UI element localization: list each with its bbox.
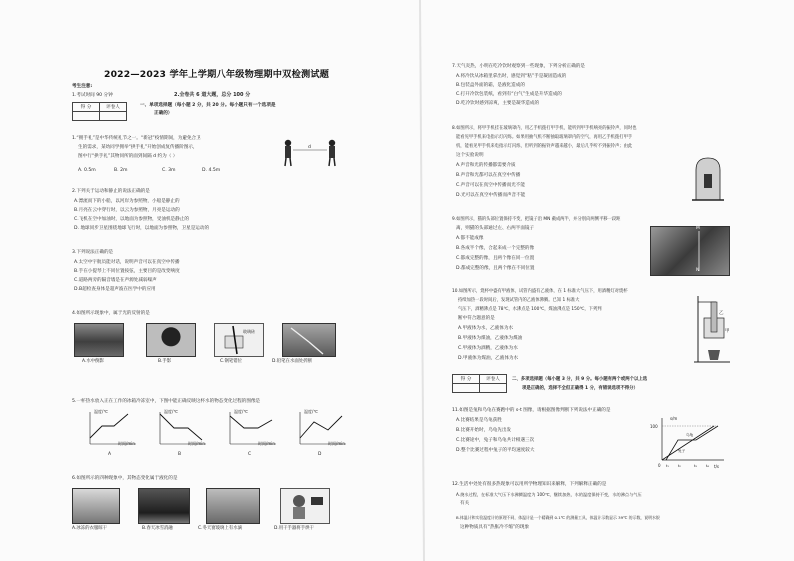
exam-title: 2022—2023 学年上学期八年级物理期中双检测试题 xyxy=(104,69,330,80)
q6-image-b xyxy=(138,488,190,524)
q5-label-b[interactable]: B xyxy=(178,452,182,457)
q6-image-a xyxy=(72,488,120,524)
q6-caption-d[interactable]: D.用干手器将手烘干 xyxy=(274,526,314,531)
q5-label-c[interactable]: C xyxy=(248,452,252,457)
grader-blank[interactable] xyxy=(100,112,127,121)
right-column xyxy=(452,0,778,561)
q10-option-b[interactable]: B.甲液体为煤油，乙液体为煤油 xyxy=(458,336,523,341)
q8-line: 这个实验说明 xyxy=(456,153,484,158)
series-rabbit-label: 兔子 xyxy=(678,449,686,453)
q5-axis-x-d: 时间/min xyxy=(328,441,345,446)
q5-label-a[interactable]: A xyxy=(108,452,112,457)
q5-label-d[interactable]: D xyxy=(318,452,322,457)
label-yi: 乙 xyxy=(719,311,724,316)
q9-option-a[interactable]: A.都不能成像 xyxy=(456,236,484,241)
q1-option-d[interactable]: D. 4.5m xyxy=(202,168,221,173)
q4-caption-a[interactable]: A.水中倒影 xyxy=(82,359,104,364)
q3-option-d[interactable]: D.B超检查身体是超声波在医学中的应用 xyxy=(74,287,156,292)
q2-option-c[interactable]: C.飞机在空中加油时，以地面为参照物，受油机是静止的 xyxy=(74,217,189,222)
x-axis-label: t/s xyxy=(714,464,719,469)
q8-option-d[interactable]: D.光可以在真空中传播而声音不能 xyxy=(456,193,526,198)
q6-caption-c[interactable]: C.冬天窗玻璃上有水滴 xyxy=(198,526,242,531)
score-cell: 得 分 xyxy=(453,375,480,384)
q8-line: 8.如图所示，将甲手机挂在玻璃罩内，用乙手机拨打甲手机，能听到甲手机响亮的振铃声，同时也 xyxy=(452,126,637,131)
q3-line: 3.下列说法正确的是 xyxy=(72,250,114,255)
rabbit-line xyxy=(666,426,718,460)
q10-apparatus-figure xyxy=(692,292,732,366)
section2-heading: 二、多项选择题（每小题 3 分，共 9 分。每小题有两个或两个以上选 xyxy=(512,377,648,382)
q1-option-b[interactable]: B. 2m xyxy=(114,168,128,173)
q5-graphs xyxy=(80,408,350,456)
q4-image-d xyxy=(282,323,336,357)
section1-heading-cont: 正确的） xyxy=(154,111,173,116)
q2-option-a[interactable]: A.漂流而下的小船，以河岸为参照物，小船是静止的 xyxy=(74,199,180,204)
q12-line: 12.生活中处处有很多热现象可以用所学物理知识来解释，下列解释正确的是 xyxy=(452,482,607,487)
tick-0: 0 xyxy=(658,463,661,468)
score-cell: 得 分 xyxy=(73,103,100,112)
q10-line: 10.如图所示，烧杯中盛有甲液体，试管内盛有乙液体，在 1 标准大气压下，用酒精灯对烧杯 xyxy=(452,289,628,294)
grader-cell: 评卷人 xyxy=(480,375,507,384)
q10-option-d[interactable]: D.甲液体为煤油，乙液体为水 xyxy=(458,356,519,361)
q10-line: 气压下，酒精沸点是 78℃，水沸点是 100℃，煤油沸点是 150℃，下列判 xyxy=(458,307,602,312)
q5-graph-d xyxy=(300,412,346,444)
q4-image-b xyxy=(146,323,196,357)
q8-line: 机，能看见甲手机来电指示灯闪烁，但听到的振铃声越来越小，最后几乎听不到振铃声；由此 xyxy=(456,144,633,149)
q5-graph-b xyxy=(160,412,206,444)
q12-option-a[interactable]: A.烧水过程，在标准大气压下水沸腾温度为 100℃，继续加热，水的温度保持不变，水的沸点与气压 xyxy=(456,492,642,497)
tick-t2: t₂ xyxy=(678,464,681,468)
tick-t4: t₄ xyxy=(706,464,709,468)
q10-line: 断中符合题意的是 xyxy=(458,316,495,321)
q11-line: 11.如图是兔和乌龟在赛跑中的 s-t 图像，请根据图像判断下列说法中正确的是 xyxy=(452,408,611,413)
q5-graph-a xyxy=(90,412,136,444)
tick-t3: t₃ xyxy=(694,464,697,468)
q7-option-b[interactable]: B.包装盒外面的霜，是液化造成的 xyxy=(456,83,525,88)
score-blank[interactable] xyxy=(453,384,480,393)
section2-score-table xyxy=(452,374,507,393)
q9-line: 离，则猫的头部通过左、右两半面镜子 xyxy=(456,226,535,231)
q10-option-a[interactable]: A.甲液体为水，乙液体为水 xyxy=(458,326,514,331)
distance-label: d xyxy=(308,145,311,150)
q9-line: 9.如图所示，猫的头部位置保持不变，把镜子沿 MN 截成两半，并分别向两侧平移一段距 xyxy=(452,217,621,222)
y-axis-label: s/m xyxy=(670,416,678,421)
score-blank[interactable] xyxy=(73,112,100,121)
q6-caption-a[interactable]: A.冰冻的衣服晾干 xyxy=(72,526,108,531)
alcohol-lamp-icon xyxy=(708,350,720,360)
q1-option-a[interactable]: A. 0.5m xyxy=(78,168,96,173)
q5-axis-x-a: 时间/min xyxy=(118,441,135,446)
section2-heading-cont: 项是正确的，选择不全但正确得 1 分，有错误选项不得分） xyxy=(522,386,638,391)
q9-option-c[interactable]: C.都成完整的像，且两个像在同一位置 xyxy=(456,256,535,261)
q2-option-b[interactable]: B.月亮在云中穿行时，以云为参照物，月亮是运动的 xyxy=(74,208,180,213)
q1-option-c[interactable]: C. 3m xyxy=(162,168,176,173)
q11-option-c[interactable]: C.比赛途中，兔子和乌龟共计相遇三次 xyxy=(456,438,535,443)
left-column xyxy=(62,0,402,561)
glass-block-label: 玻璃砖 xyxy=(243,329,255,334)
q4-stem: 4.如图所示现象中，属于光的反射的是 xyxy=(72,311,150,316)
q11-option-d[interactable]: D.整个比赛过程中兔子的平均速度较大 xyxy=(456,448,535,453)
q3-option-a[interactable]: A.太空中宇航员能对话，说明声音可以在真空中传播 xyxy=(74,260,180,265)
q11-option-a[interactable]: A.比赛结果是乌龟获胜 xyxy=(456,418,502,423)
q12-option-b-cont: 这种物质具有“热胀冷不缩”的现象 xyxy=(460,525,530,530)
person-head-icon xyxy=(329,140,335,146)
q9-label-m: M xyxy=(696,226,700,231)
q6-stem: 6.如图所示的四种现象中，其物态变化属于液化的是 xyxy=(72,476,178,481)
tick-t1: t₁ xyxy=(666,464,669,468)
q7-line: 7.天气炎热，小明在吃冷饮时观察到一些现象，下列分析正确的是 xyxy=(452,64,586,69)
q6-caption-b[interactable]: B.春天冰雪消融 xyxy=(142,526,173,531)
q8-option-c[interactable]: C.声音可以在真空中传播而光不能 xyxy=(456,183,525,188)
y-value-label: 100 xyxy=(650,424,658,429)
tortoise-line xyxy=(662,426,714,460)
q9-option-b[interactable]: B.各成半个像，合起来成一个完整的像 xyxy=(456,246,535,251)
q4-caption-b[interactable]: B.手影 xyxy=(158,359,172,364)
notice-1: 1.考试时间 90 分钟 xyxy=(72,93,113,98)
phone-icon xyxy=(704,174,712,188)
q11-option-b[interactable]: B.比赛开始时，乌龟先出发 xyxy=(456,428,512,433)
q10-option-c[interactable]: C.甲液体为酒精，乙液体为水 xyxy=(458,346,518,351)
q5-axis-y-b: 温度/℃ xyxy=(164,409,178,414)
q4-caption-d[interactable]: D.铅笔在水面处折断 xyxy=(272,359,312,364)
notice-label: 考生注意: xyxy=(72,84,93,89)
q5-axis-y-c: 温度/℃ xyxy=(234,409,248,414)
person-head-icon xyxy=(285,140,291,146)
q1-figure-people xyxy=(280,138,340,168)
q8-option-a[interactable]: A.声音和光的传播都需要介质 xyxy=(456,163,516,168)
q4-image-c xyxy=(214,323,264,357)
q11-st-graph xyxy=(648,414,728,470)
q3-option-b[interactable]: B.手在小提琴上不同位置按弦，主要目的是改变响度 xyxy=(74,269,180,274)
grader-cell: 评卷人 xyxy=(100,103,127,112)
section1-heading: 一、单项选择题（每小题 2 分，共 20 分。每小题只有一个选项是 xyxy=(140,103,276,108)
q8-option-b[interactable]: B.声音和光都可以在真空中传播 xyxy=(456,173,521,178)
q6-image-d xyxy=(280,488,330,524)
q5-axis-y-a: 温度/℃ xyxy=(94,409,108,414)
label-jia: 甲 xyxy=(725,329,730,334)
notice-2: 2.全卷共 6 道大题，总分 100 分 xyxy=(174,92,251,98)
series-tortoise-label: 乌龟 xyxy=(686,433,694,437)
q7-option-a[interactable]: A.将冷饮从冰箱里拿出时，感觉到“粘”手是凝固造成的 xyxy=(456,74,567,79)
q4-image-a xyxy=(74,323,124,357)
person-body-icon xyxy=(285,146,291,158)
q8-line: 能看见甲手机来电指示灯闪烁。如果用抽气机不断抽取玻璃罩内的空气，再用乙手机拨打甲手 xyxy=(456,135,633,140)
q5-stem: 5.一杯热水放入正在工作的冰箱冷冻室中，下图中能正确反映这杯水的物态变化过程的图像是 xyxy=(72,399,261,404)
q5-axis-x-c: 时间/min xyxy=(258,441,275,446)
q2-option-d[interactable]: D. 地球同步卫星围绕地球飞行时，以地面为参照物，卫星是运动的 xyxy=(74,226,210,231)
test-tube-icon xyxy=(711,302,717,332)
grader-blank[interactable] xyxy=(480,384,507,393)
q10-line: 持续加热一段时间后，发现试管内的乙液体沸腾。已知 1 标准大 xyxy=(458,298,580,303)
q1-line: 1.“拥手礼”是中华传统礼节之一。“新冠”疫情期间，为避免合卫 xyxy=(72,136,201,141)
q7-option-d[interactable]: D.吃冷饮时感到凉爽，主要是凝华造成的 xyxy=(456,101,540,106)
q1-line: 生的需求，某幼同学拥举“拱手礼”开始创成复传播阶图示， xyxy=(78,145,198,150)
q12-option-a-cont: 有关 xyxy=(460,501,470,506)
q9-cat-mirror-photo xyxy=(650,226,730,276)
q7-option-c[interactable]: C.打开冷饮包装纸，看到有“白气”生成是升华造成的 xyxy=(456,92,562,97)
q8-bell-jar-figure xyxy=(690,154,726,204)
q4-caption-c[interactable]: C.钢笔错位 xyxy=(220,359,243,364)
q5-axis-y-d: 温度/℃ xyxy=(304,409,318,414)
person-body-icon xyxy=(329,146,335,158)
score-table xyxy=(72,102,127,121)
q9-option-d[interactable]: D.都成完整的像，且两个像在不同位置 xyxy=(456,266,535,271)
q3-option-c[interactable]: C.道路两旁的隔音墙是在声源处减弱噪声 xyxy=(74,278,157,283)
q5-axis-x-b: 时间/min xyxy=(188,441,205,446)
q1-line: 图中行“拱手礼”其物同所的面到间隔 d 约为（ ） xyxy=(78,154,178,159)
q2-line: 2.下列关于运动和静止的说法正确的是 xyxy=(72,189,150,194)
hand-dryer-icon xyxy=(311,497,323,505)
q12-option-b[interactable]: B.体温计和实验温度计的原理不同，体温计是一个精确到 0.1℃ 的测量工具，体温计示数显示 39℃ 的示数，说明水银 xyxy=(456,515,660,520)
q9-label-n: N xyxy=(696,268,700,273)
q5-graph-c xyxy=(230,412,276,444)
q6-image-c xyxy=(206,488,260,524)
